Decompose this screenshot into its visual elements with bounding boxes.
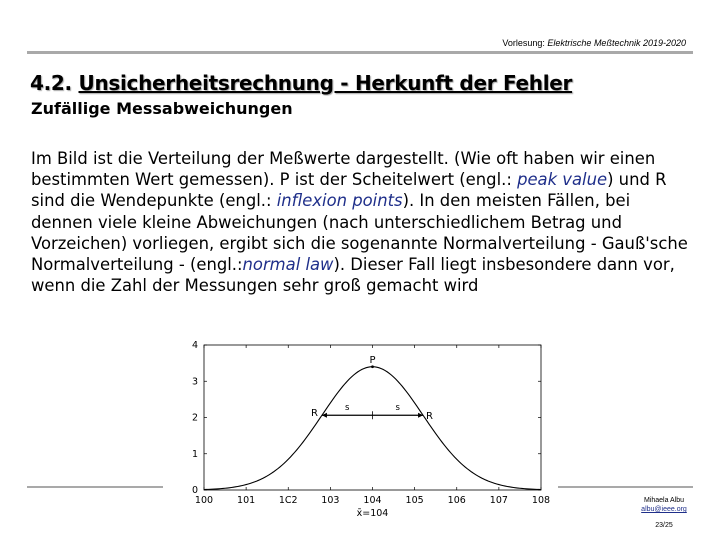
slide-title <box>30 71 572 95</box>
x-tick-label: 104 <box>363 495 382 506</box>
term-peak-value: peak value <box>517 170 608 190</box>
sigma-right-label: s <box>395 403 400 414</box>
body-text-1: Im Bild ist die Verteilung der Meßwerte dargestellt. (Wie oft haben wir einen bestimmten Wert gemessen). P ist der Scheitelwert (engl.: <box>31 149 656 190</box>
inflexion-right-label: R <box>426 411 434 423</box>
sigma-left-label: s <box>345 403 350 414</box>
y-tick-label: 0 <box>191 485 198 496</box>
peak-label: P <box>369 354 376 366</box>
y-tick-label: 4 <box>191 340 198 351</box>
x-tick-label: 103 <box>321 495 340 506</box>
body-text-2: ) und R sind die Wendepunkte (engl.: <box>31 170 667 211</box>
lecture-header <box>502 38 686 48</box>
lecture-prefix: Vorlesung: <box>502 38 548 48</box>
x-axis-label: x̄=104 <box>356 508 389 519</box>
x-tick-label: 107 <box>489 495 508 506</box>
page-number: 23/25 <box>655 522 673 529</box>
section-title: Unsicherheitsrechnung - Herkunft der Fehler <box>78 71 573 95</box>
header-divider <box>27 51 693 54</box>
slide-subtitle: Zufällige Messabweichungen <box>31 99 293 118</box>
term-normal-law: normal law <box>242 255 334 275</box>
x-tick-label: 108 <box>531 495 551 506</box>
term-inflexion-points: inflexion points <box>276 191 403 211</box>
footer-email-link[interactable]: albu@ieee.org <box>641 506 687 513</box>
y-tick-label: 2 <box>191 412 198 424</box>
x-tick-label: 101 <box>237 495 256 506</box>
y-tick-label: 3 <box>191 376 198 388</box>
normal-distribution-chart <box>163 335 558 535</box>
x-tick-label: 100 <box>194 495 214 506</box>
body-text-4: ). Dieser Fall liegt insbesondere dann vor, wenn die Zahl der Messungen sehr groß gemacht wird <box>31 255 675 296</box>
inflexion-left-label: R <box>310 408 318 420</box>
body-paragraph <box>31 148 691 296</box>
peak-point <box>371 365 374 368</box>
x-tick-label: 106 <box>447 495 466 506</box>
gauss-curve <box>204 367 541 490</box>
y-tick-label: 1 <box>191 448 198 460</box>
body-text-3: ). In den meisten Fällen, bei dennen viele kleine Abweichungen (nach unterschiedlichem Betrag und Vorzeichen) vorliegen, ergibt sich die sogenannte Normalverteilung - Gauß'sche Normalverteilung - (engl.: <box>31 191 688 275</box>
chart-svg <box>163 335 558 535</box>
x-tick-label: 1C2 <box>278 495 298 506</box>
section-number: 4.2. <box>30 71 79 95</box>
course-name: Elektrische Meßtechnik 2019-2020 <box>547 38 686 48</box>
x-tick-label: 105 <box>405 495 424 506</box>
chart-marks <box>204 355 541 490</box>
footer-author: Mihaela Albu <box>643 497 685 504</box>
